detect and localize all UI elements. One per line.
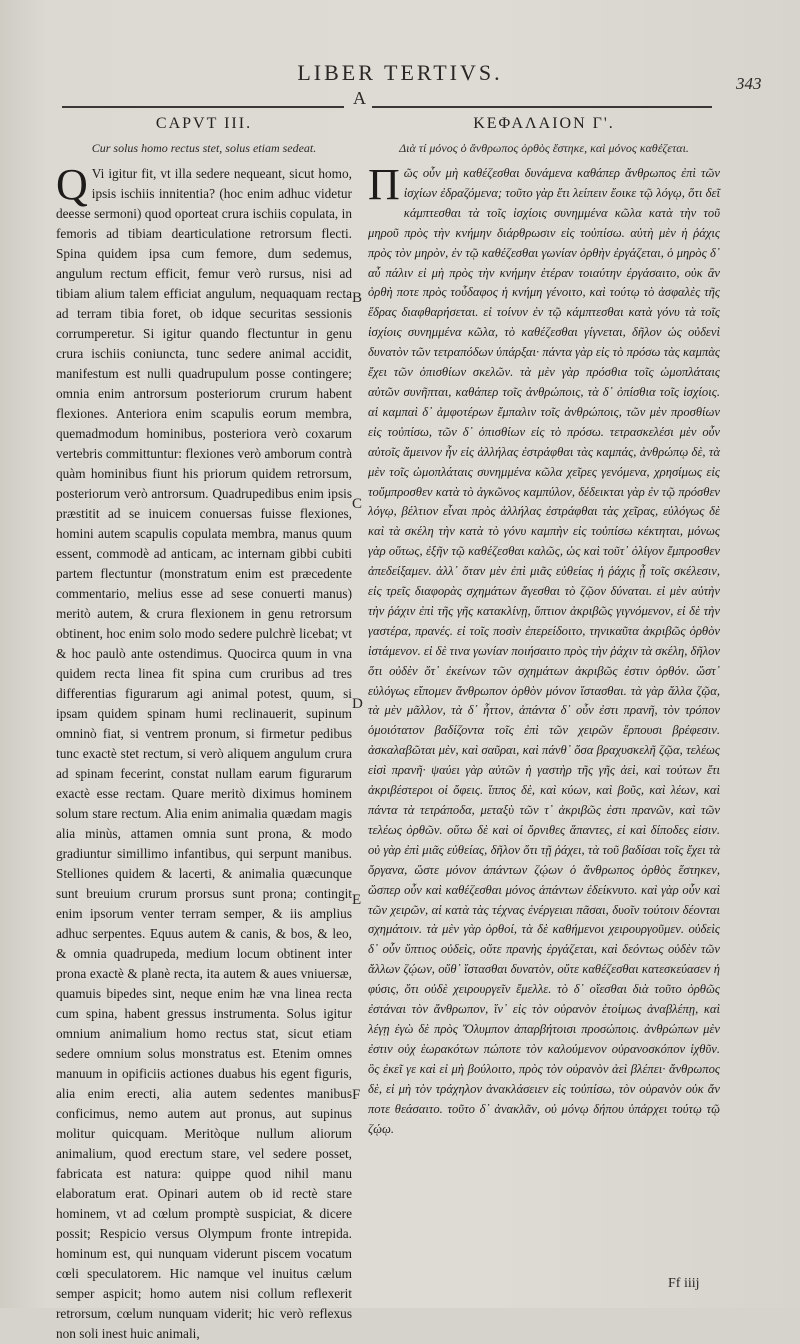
greek-chapter-heading: ΚΕΦΑΛΑΙΟΝ Γ'. — [473, 115, 615, 132]
latin-chapter-heading: CAPVT III. — [155, 115, 253, 132]
latin-chapter-subtitle: Cur solus homo rectus stet, solus etiam sedeat. — [91, 141, 317, 155]
margin-letter-d: D — [352, 696, 363, 712]
margin-letter-e: E — [352, 892, 362, 908]
page-number: 343 — [736, 74, 762, 93]
section-marker-a: A — [353, 88, 366, 108]
margin-letter-b: B — [352, 290, 363, 306]
header-rule-right — [372, 106, 712, 108]
greek-chapter-subtitle: Διὰ τί μόνος ὁ ἄνθρωπος ὀρθὸς ἕστηκε, καὶ μόνος καθέζεται. — [399, 141, 689, 155]
margin-letter-f: F — [352, 1087, 361, 1103]
margin-letter-c: C — [352, 496, 363, 512]
greek-body-text: Πῶς οὖν μὴ καθέζεσθαι δυνάμενα καθάπερ ἄνθρωπος ἐπὶ τῶν ἰσχίων ἐδραζόμενα; τοῦτο γὰρ ἔτι λείπειν ἔοικε τῷ λόγῳ, ὅτι δεῖ κάμπτεσθαι τὰ τοῖς ἰσχίοις συνημμένα κῶλα κατὰ τὴν τοῦ μηροῦ πρὸς τὴν κνήμην διάρθρωσιν εἰς τοὐπίσω. αὐτὴ μὲν ἡ ῥάχις πρὸς τὸν μηρὸν, ἐν τῷ καθέζεσθαι γωνίαν ὀρθὴν ἐργάζεται, ὁ μηρὸς δ᾽ αὖ πάλιν εἰ μὴ πρὸς τὴν κνήμην ἑτέραν τοιαύτην ἐργάσαιτο, οὐκ ἂν ὀρθὴ ποτε πρὸς τοὖδαφος ἡ κνήμη γένοιτο, καὶ τούτῳ τὸ ἀσφαλὲς τῆς ἕδρας διαφθαρήσεται. εἰ τοίνυν ἐν τῷ κάμπτεσθαι κατὰ γόνυ τὰ τοῖς ἰσχίοις συνημμένα κῶλα, τὸ καθέζεσθαι γίγνεται, δῆλον ὡς οὐδενὶ δυνατὸν τῶν τετραπόδων ὑπάρξαι· πάντα γὰρ εἰς τὸ πρόσω τὰς καμπὰς ἔχει τῶν ὀπισθίων σκελῶν. τὰ μὲν γὰρ πρόσθια τοῖς ὠμοπλάταις αὐτῶν συνῆπται, καθάπερ τοῖς ἀνθρώποις, τὰ δ᾽ ὀπίσθια τοῖς ἰσχίοις. αἱ καμπαὶ δ᾽ ἀμφοτέρων ἔμπαλιν τοῖς ἀνθρώποις, τῶν μὲν προσθίων εἰς τοὐπίσω, τῶν δ᾽ ὀπισθίων εἰς τὸ πρόσω. τετρασκελέσι μὲν οὖν αὐτοῖς ἄμεινον ἦν εἰς ἀλλήλας ἐστράφθαι τὰς καμπάς, ἀνθρώπῳ δὲ, τὰ μὲν τοῖς ὠμοπλάταις συνημμένα κῶλα χεῖρες γενόμενα, χρησίμως εἰς τοὔμπροσθεν κατὰ τὸ ἀγκῶνος καμπύλον, δέδεικται γὰρ ἐν τῷ πρόσθεν λόγῳ, βέλτιον εἶναι πρὸς ἀλλήλας ἐστράφθαι τὰς χεῖρας, εὐλόγως δὲ καὶ τὰ σκέλη τὴν κατὰ τὸ γόνυ καμπὴν εἰς τοὐπίσω κέκτηται, μόνως γὰρ οὕτως, ἐξῆν τῷ καθέζεσθαι καλῶς, ὡς καὶ τοῦτ᾽ ὀλίγον ἔμπροσθεν ἀπεδείξαμεν. ἀλλ᾽ ὅταν μὲν ἐπὶ μιᾶς εὐθείας ἡ ῥάχις ᾖ τοῖς σκέλεσιν, εἰς τρεῖς διαφορὰς σχημάτων ἄγεσθαι τὸ ζῷον δύναται. εἰ μὲν αὐτὴν τὴν ῥάχιν ἐπὶ τῆς γῆς κατακλίνῃ, ὕπτιον ἀκριβῶς γιγνόμενον, εἰ δὲ τὴν γαστέρα, πρανές. εἰ τοῖς ποσὶν ἐπερείδοιτο, τηνικαῦτα ἀκριβῶς ὀρθὸν ἱστάμενον. εἰ δὲ τινα γωνίαν ποιήσαιτο πρὸς τὴν ῥάχιν τὰ σκέλη, δῆλον ὅτι οὐδὲν ὅτ᾽ ἐκείνων τῶν σχημάτων ἀκριβῶς ἐστιν ὀρθόν. ὥστ᾽ εὐλόγως εἴπομεν ἄνθρωπον ὀρθὸν μόνον ἵστασθαι. τὰ γὰρ ἄλλα ζῷα, τὰ μὲν μᾶλλον, τὰ δ᾽ ἧττον, ἀπάντα δ᾽ οὖν ἐστι πρανῆ, τὸν τρόπον ὁμοιότατον βαδίζοντα τοῖς ἐπὶ τῶν χειρῶν ἕρπουσι βρέφεσιν. ἀσκαλαβῶται μὲν, καὶ σαῦραι, καὶ πάνθ᾽ ὅσα βραχυσκελῆ ζῷα, τελέως εἰσὶ πρανῆ· ψαύει γὰρ αὐτῶν ἡ γαστὴρ τῆς γῆς ἀεὶ, καὶ τούτων ἔτι ἀκριβέστεροι οἱ ὄφεις. ἵππος δὲ, καὶ κύων, καὶ βοῦς, καὶ λέων, καὶ πάντα τὰ τετράποδα, μεταξὺ τῶν τ᾽ ἀκριβῶς ἐστι πρανῶν, καὶ τῶν τελέως ὀρθῶν. οὕτω δὲ καὶ οἱ ὄρνιθες ἅπαντες, εἰ καὶ δίποδες εἰσιν. οὐ γὰρ ἐπὶ μιᾶς εὐθείας, δῆλον ὅτι τῇ ῥάχει, τὰ τοῦ βαδίσαι τοῖς ἔχει τὰ ὄργανα, ὥστε μόνον ἁπάντων ζῴων ὁ ἄνθρωπος ὀρθὸς ἕστηκεν, ὥσπερ οὖν καὶ καθέζεσθαι μόνος ἁπάντων ἐδείκνυτο. καὶ γὰρ οὖν καὶ τῶν χειρῶν, αἱ κατὰ τὰς τέχνας ἐνέργειαι πᾶσαι, δυοῖν τούτοιν δέονται σχημάτοιν. τὰ μὲν γὰρ ὀρθοί, τὰ δὲ καθήμενοι χειρουργοῦμεν. οὐδεὶς δ᾽ οὖν ὕπτιος οὐδεὶς, οὔτε πρανὴς ἐργάζεται, καὶ δεόντως οὐδὲν τῶν ἄλλων ζῴων, οὔθ᾽ ἵστασθαι δυνατὸν, οὔτε καθέζεσθαι κατεσκεύασεν ἡ φύσις, ὅτι οὐδὲ χειρουργεῖν ἔμελλε. τὸ δ᾽ οἴεσθαι διὰ τοῦτο ὀρθῶς ἐστάναι τὸν ἄνθρωπον, ἵν᾽ εἰς τὸν οὐρανὸν ἑτοίμως ἀναβλέπῃ, καὶ λέγῃ ἐγὼ δὲ πρὸς Ὄλυμπον ἀπαρβήτοισι προσώποις. ἀνθρώπων μὲν ἐστιν οὐχ ἑωρακότων πώποτε τὸν καλούμενον οὐρανοσκόπον ἰχθῦν. ὃς ἐκεῖ γε καὶ εἰ μὴ βούλοιτο, πρὸς τὸν οὐρανὸν ἀεὶ βλέπει· ἄνθρωπος δὲ, εἰ μὴ τὸν τράχηλον ἀνακλάσειεν εἰς τοὐπίσω, τὸν οὐρανὸν οὐκ ἄν ποτε θεάσαιτο. τοῦτο δ᾽ ἀνακλᾶν, οὐ μόνῳ δήπου ὑπάρχει τούτῳ τῷ ζῴῳ. — [368, 160, 720, 1136]
latin-column — [56, 115, 352, 1341]
running-title: LIBER TERTIVS. — [297, 60, 503, 85]
latin-body-text: QVi igitur fit, vt illa sedere nequeant, sicut homo, ipsis ischiis innitentia? (hoc enim adhuc videtur deesse sermoni) quod oporteat crura ischiis copulata, in femoris ad tibiam dearticulatione retrorsum flecti. Spina quidem ipsa cum femore, dum sedemus, angulum rectum efficit, femur verò rursus, nisi ad tibiam alium talem efficiat angulum, nequaquam recta ad terram tibia foret, ob idque securitas sessionis corrumperetur. Si igitur quando flectuntur in genu crura ischiis coniuncta, tunc sedere animal accidit, manifestum est nulli quadrupulum posse contingere; omnia enim antrorsum posteriorum crurum habent flexiones. Anteriora enim scapulis eorum membra, quemadmodum hominibus, posteriora verò coxarum vertebris committuntur: flexiones verò amborum contrà quàm hominibus fiunt his priorum quidem retrorsum, posteriorum verò antrorsum. Quadrupedibus enim ipsis præstitit ad se inuicem conuersas fuisse flexiones, homini autem scapulis copulata membra, manus quum essent, commodè ad anticam, ac internam gibbi cubiti partem flectuntur (monstratum enim est præcedente commentario, melius esse ad sese conuerti manus) meritò autem, & crura flexionem in genu retrorsum obtinent, hoc enim solo modo sedere pulchrè licebat; vt & hoc paulò ante ostendimus. Quocirca quum in vna quidem recta linea fit spina cum cruribus ad tres differentias figurarum agi animal potest, quum, si ipsam quidem spinam humi reclinauerit, supinum omninò fiat, si ventrem pronum, si firmetur pedibus tunc exactè stet rectum, si verò aliquem angulum crura ad spinam fecerint, constat nullam earum figurarum exactè esse rectam. Quare meritò diximus hominem solum stare rectum. Alia enim animalia quædam magis alia minùs, attamen omnia sunt prona, & modo gradiuntur simillimo infantibus, qui serpunt manibus. Stelliones quidem & lacerti, & animalia quæcunque sunt breuium crurum prorsus sunt prona; contingit enim ipsorum venter terram semper, & iis amplius adhuc serpentes. Equus autem & canis, & bos, & leo, & omnia quadrupeda, medium locum obtinent inter prona exactè & planè recta, ita autem & aues vniuersæ, quamuis bipedes sint, neque enim hæ vna linea recta cum spina, habent gressus instrumenta. Solus igitur omnium animalium homo rectus stat, sicut etiam sedere omnium solus monstratus est. Etenim omnes manuum in opificiis actiones duabus his egent figuris, alia enim erecti, alia autem sedentes manibus conficimus, nemo autem aut pronus, aut supinus molitur quicquam. Meritòque nullum aliorum animalium, quod erectum stare, vel sedere posset, fabricata est natura: quippe quod nihil manu elaboratum erat. Opinari autem ob id rectè stare hominem, vt ad cœlum promptè suspiciat, & dicere possit; Respicio versus Olympum fronte intrepida. hominum est, qui nunquam viderunt piscem vocatum cœli speculatorem. Hic namque vel inuitus cælum semper aspicit; homo autem nisi collum reflexerit retrorsum, cœlum nunquam viderit; hic verò reflexus non soli inest huic animali, — [56, 160, 352, 1341]
header-rule-left — [62, 106, 344, 108]
signature-mark: Ff iiij — [668, 1276, 700, 1291]
greek-column — [368, 115, 720, 1275]
